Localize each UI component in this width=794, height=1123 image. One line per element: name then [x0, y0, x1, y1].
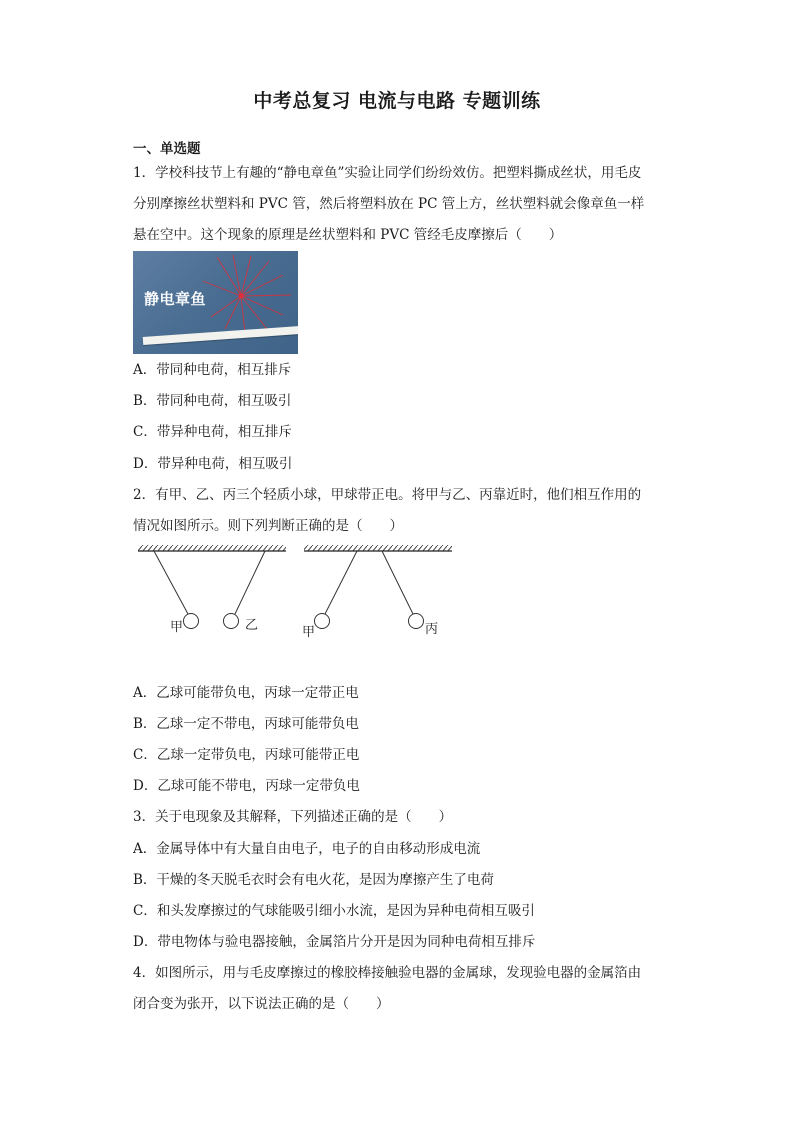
- q2-option-b[interactable]: B．乙球一定不带电，丙球可能带负电: [133, 716, 359, 732]
- right-thread-bing: [382, 551, 413, 614]
- label-yi: 乙: [245, 618, 259, 633]
- ball-bing: [409, 614, 424, 629]
- left-ceiling-hatch: [138, 545, 286, 551]
- q3-option-c[interactable]: C．和头发摩擦过的气球能吸引细小水流，是因为异种电荷相互吸引: [133, 903, 535, 919]
- left-thread-yi: [235, 551, 265, 614]
- q2-option-d[interactable]: D．乙球可能不带电，丙球一定带负电: [133, 778, 360, 794]
- left-thread-jia: [154, 551, 188, 614]
- q1-option-b[interactable]: B．带同种电荷，相互吸引: [133, 393, 292, 409]
- page-title: 中考总复习 电流与电路 专题训练: [253, 90, 541, 112]
- q4-text-line-1: 4．如图所示，用与毛皮摩擦过的橡胶棒接触验电器的金属球，发现验电器的金属箔由: [133, 965, 642, 981]
- right-thread-jia: [325, 551, 357, 614]
- q3-option-b[interactable]: B．干燥的冬天脱毛衣时会有电火花，是因为摩擦产生了电荷: [133, 872, 494, 888]
- q2-text-line-1: 2．有甲、乙、丙三个轻质小球，甲球带正电。将甲与乙、丙靠近时，他们相互作用的: [133, 487, 642, 503]
- q3-text-line-1: 3．关于电现象及其解释，下列描述正确的是（ ）: [133, 809, 453, 825]
- q3-option-d[interactable]: D．带电物体与验电器接触，金属箔片分开是因为同种电荷相互排斥: [133, 934, 536, 950]
- q2-text-line-2: 情况如图所示。则下列判断正确的是（ ）: [133, 518, 403, 534]
- label-bing: 丙: [425, 622, 439, 637]
- q1-option-c[interactable]: C．带异种电荷，相互排斥: [133, 424, 292, 440]
- ball-jia-left: [184, 614, 199, 629]
- pendulum-balls-figure: [132, 540, 462, 645]
- label-jia-left: 甲: [170, 620, 184, 635]
- q1-option-a[interactable]: A．带同种电荷，相互排斥: [133, 362, 292, 378]
- static-octopus-photo: [133, 251, 298, 354]
- ball-yi: [224, 614, 239, 629]
- q1-option-d[interactable]: D．带异种电荷，相互吸引: [133, 456, 293, 472]
- q1-text-line-1: 1．学校科技节上有趣的“静电章鱼”实验让同学们纷纷效仿。把塑料撕成丝状，用毛皮: [133, 165, 642, 181]
- section-heading: 一、单选题: [133, 141, 201, 157]
- q2-option-a[interactable]: A．乙球可能带负电，丙球一定带正电: [133, 685, 359, 701]
- q1-text-line-3: 悬在空中。这个现象的原理是丝状塑料和 PVC 管经毛皮摩擦后（ ）: [133, 227, 563, 243]
- label-jia-right: 甲: [302, 625, 316, 640]
- photo-caption: 静电章鱼: [144, 290, 207, 308]
- q1-text-line-2: 分别摩擦丝状塑料和 PVC 管，然后将塑料放在 PC 管上方，丝状塑料就会像章鱼一样: [133, 196, 645, 212]
- q2-option-c[interactable]: C．乙球一定带负电，丙球可能带正电: [133, 747, 360, 763]
- q4-text-line-2: 闭合变为张开，以下说法正确的是（ ）: [133, 996, 390, 1012]
- q3-option-a[interactable]: A．金属导体中有大量自由电子，电子的自由移动形成电流: [133, 841, 481, 857]
- ball-jia-right: [315, 614, 330, 629]
- right-ceiling-hatch: [304, 545, 452, 551]
